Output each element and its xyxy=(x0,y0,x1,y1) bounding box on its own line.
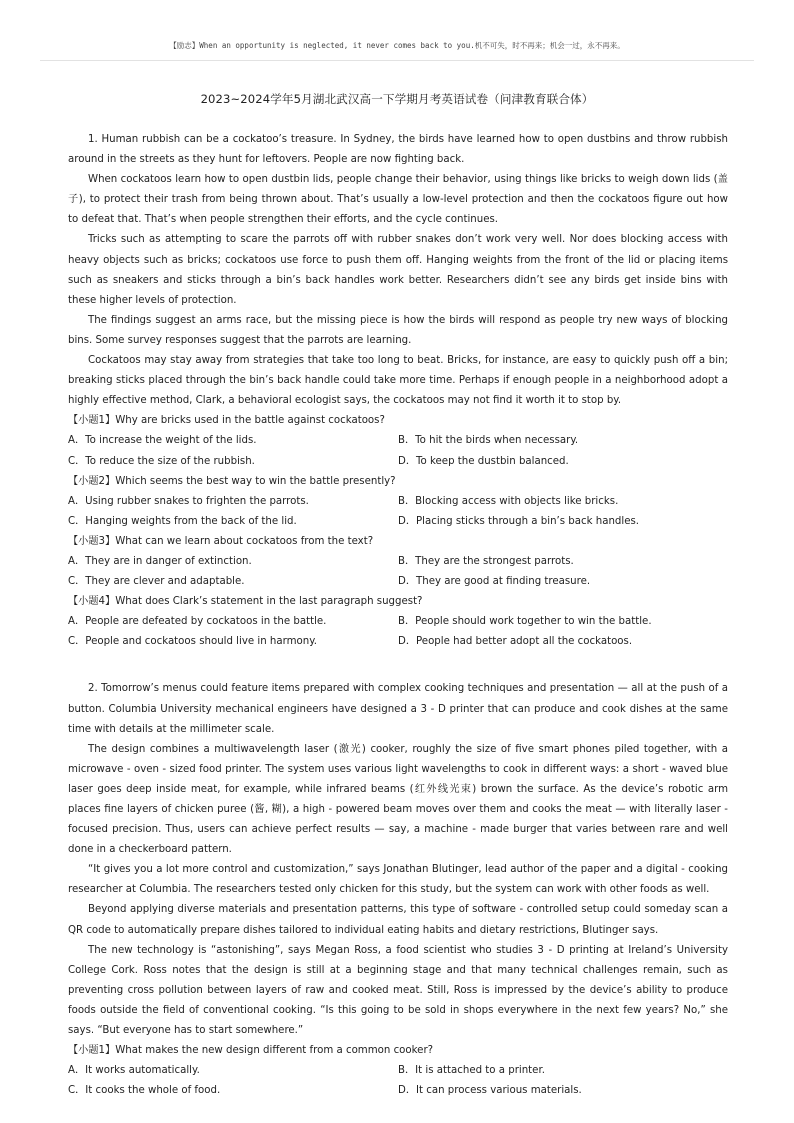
question-stem: 【小题2】Which seems the best way to win the battle presently? xyxy=(68,475,396,487)
option-b: B．Blocking access with objects like bricks. xyxy=(398,495,619,507)
header-motto: 【励志】When an opportunity is neglected, it never comes back to you.机不可失，时不再来；机会一过，永不再来。 xyxy=(169,41,625,50)
passage-paragraph: Tricks such as attempting to scare the parrots off with rubber snakes don’t work very well. Nor does blocking access with heavy objects such as bricks; cockatoos use force to push them off. Hanging weights from the front of the lid or placing items such as sneakers and sticks through a bin’s back handles work better. Researchers didn’t see any birds get inside bins with these higher levels of protection. xyxy=(68,234,728,306)
passage-paragraph: Beyond applying diverse materials and presentation patterns, this type of software - controlled setup could someday scan a QR code to automatically prepare dishes tailored to individual eating habits and dietary restrictions, Blutinger says. xyxy=(68,904,728,936)
option-d: D．To keep the dustbin balanced. xyxy=(398,455,569,467)
passage-paragraph: The design combines a multiwavelength laser (激光) cooker, roughly the size of five smart phones piled together, with a microwave - oven - sized food printer. The system uses various light wavelengths to cook in different ways: a short - waved blue laser goes deep inside meat, for example, while infrared beams (红外线光束) brown the surface. As the device’s robotic arm places fine layers of chicken puree (酱, 糊), a high - powered beam moves over them and cooks the meat — with literally laser - focused precision. Thus, users can achieve perfect results — say, a machine - made burger that varies between rare and well done in a checkerboard pattern. xyxy=(68,743,728,856)
passage-paragraph: “It gives you a lot more control and customization,” says Jonathan Blutinger, lead author of the paper and a digital - cooking researcher at Columbia. The researchers tested only chicken for this study, but the system can work with other foods as well. xyxy=(68,864,728,896)
option-c: C．It cooks the whole of food. xyxy=(68,1085,221,1097)
option-b: B．It is attached to a printer. xyxy=(398,1065,545,1077)
option-c: C．People and cockatoos should live in harmony. xyxy=(68,636,318,648)
passage-paragraph: 2. Tomorrow’s menus could feature items prepared with complex cooking techniques and presentation — all at the push of a button. Columbia University mechanical engineers have designed a 3 - D printer that can produce and cook dishes at the same time with details at the millimeter scale. xyxy=(68,683,728,735)
exam-content xyxy=(68,130,728,1101)
page-title: 2023~2024学年5月湖北武汉高一下学期月考英语试卷（问津教育联合体） xyxy=(200,92,594,106)
passage-paragraph: The new technology is “astonishing”, says Megan Ross, a food scientist who studies 3 - D printing at Ireland’s University College Cork. Ross notes that the design is still at a beginning stage and that many technical challenges remain, such as preventing cross pollution between layers of raw and cooked meat. Still, Ross is impressed by the device’s ability to produce foods outside the field of conventional cooking. “Is this going to be sold in shops everywhere in the next few years? No,” she says. “But everyone has to start somewhere.” xyxy=(68,944,728,1037)
option-d: D．Placing sticks through a bin’s back handles. xyxy=(398,515,640,527)
option-d: D．People had better adopt all the cockatoos. xyxy=(398,636,633,648)
option-b: B．People should work together to win the battle. xyxy=(398,616,652,628)
option-b: B．To hit the birds when necessary. xyxy=(398,435,579,447)
question-3 xyxy=(68,532,728,592)
option-d: D．It can process various materials. xyxy=(398,1085,582,1097)
answer-options xyxy=(68,492,728,532)
passage-1 xyxy=(68,130,728,652)
option-a: A．It works automatically. xyxy=(68,1065,200,1077)
question-stem: 【小题4】What does Clark’s statement in the last paragraph suggest? xyxy=(68,596,423,608)
answer-options xyxy=(68,431,728,471)
question-stem: 【小题3】What can we learn about cockatoos from the text? xyxy=(68,535,374,547)
header-divider xyxy=(40,60,754,61)
option-b: B．They are the strongest parrots. xyxy=(398,555,574,567)
option-a: A．To increase the weight of the lids. xyxy=(68,435,257,447)
answer-options xyxy=(68,612,728,652)
question-2 xyxy=(68,472,728,532)
passage-paragraph: The findings suggest an arms race, but the missing piece is how the birds will respond as people try new ways of blocking bins. Some survey responses suggest that the parrots are learning. xyxy=(68,314,728,346)
answer-options xyxy=(68,552,728,592)
option-a: A．They are in danger of extinction. xyxy=(68,555,252,567)
option-a: A．Using rubber snakes to frighten the parrots. xyxy=(68,495,309,507)
option-c: C．Hanging weights from the back of the lid. xyxy=(68,515,297,527)
question-1 xyxy=(68,411,728,471)
passage-paragraph: When cockatoos learn how to open dustbin lids, people change their behavior, using things like bricks to weigh down lids (盖子), to protect their trash from being thrown about. That’s usually a low-level protection and then the cockatoos figure out how to defeat that. That’s when people strengthen their efforts, and the cycle continues. xyxy=(68,174,728,226)
passage-paragraph: 1. Human rubbish can be a cockatoo’s treasure. In Sydney, the birds have learned how to open dustbins and throw rubbish around in the streets as they hunt for leftovers. People are now fighting back. xyxy=(68,134,728,166)
question-1 xyxy=(68,1041,728,1101)
option-d: D．They are good at finding treasure. xyxy=(398,576,591,588)
option-c: C．They are clever and adaptable. xyxy=(68,576,245,588)
question-stem: 【小题1】Why are bricks used in the battle against cockatoos? xyxy=(68,415,385,427)
option-a: A．People are defeated by cockatoos in the battle. xyxy=(68,616,327,628)
question-4 xyxy=(68,592,728,652)
passage-2 xyxy=(68,679,728,1101)
passage-spacer xyxy=(68,652,728,679)
passage-paragraph: Cockatoos may stay away from strategies that take too long to beat. Bricks, for instance, are easy to quickly push off a bin; breaking sticks placed through the bin’s back handle could take more time. Perhaps if enough people in a neighborhood adopt a highly effective method, Clark, a behavioral ecologist says, the cockatoos may not find it worth it to stop by. xyxy=(68,355,728,407)
answer-options xyxy=(68,1061,728,1101)
option-c: C．To reduce the size of the rubbish. xyxy=(68,455,255,467)
question-stem: 【小题1】What makes the new design different from a common cooker? xyxy=(68,1045,434,1057)
